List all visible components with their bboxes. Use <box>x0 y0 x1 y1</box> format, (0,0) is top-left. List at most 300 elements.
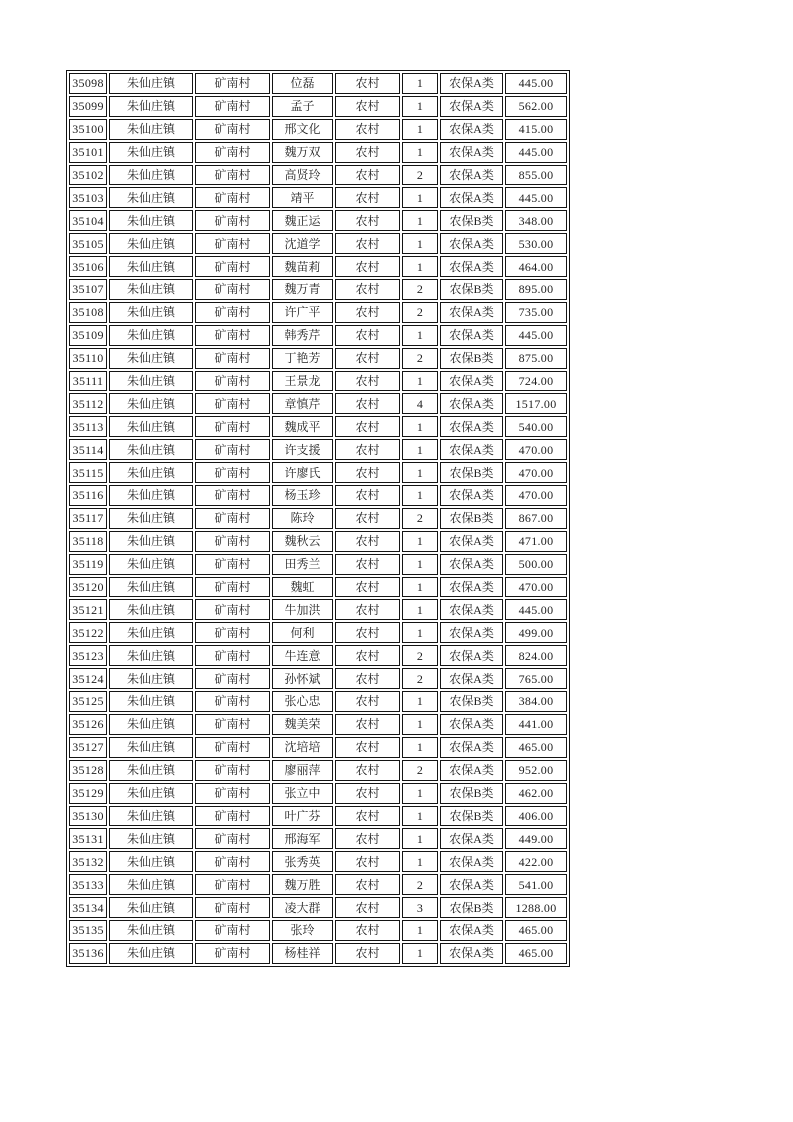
cell-village: 矿南村 <box>195 508 270 529</box>
cell-amount: 384.00 <box>505 691 567 712</box>
table-row <box>69 554 567 575</box>
cell-id: 35103 <box>69 187 107 208</box>
cell-amount: 462.00 <box>505 783 567 804</box>
cell-insurance_type: 农保B类 <box>440 210 503 231</box>
cell-insurance_type: 农保A类 <box>440 233 503 254</box>
cell-id: 35121 <box>69 599 107 620</box>
cell-count: 1 <box>402 828 438 849</box>
cell-village: 矿南村 <box>195 783 270 804</box>
cell-category: 农村 <box>335 119 400 140</box>
cell-category: 农村 <box>335 783 400 804</box>
cell-count: 1 <box>402 622 438 643</box>
cell-amount: 1517.00 <box>505 393 567 414</box>
cell-name: 靖平 <box>272 187 333 208</box>
cell-amount: 499.00 <box>505 622 567 643</box>
cell-id: 35132 <box>69 851 107 872</box>
cell-insurance_type: 农保A类 <box>440 714 503 735</box>
cell-id: 35136 <box>69 943 107 964</box>
cell-count: 1 <box>402 554 438 575</box>
cell-category: 农村 <box>335 165 400 186</box>
cell-count: 2 <box>402 874 438 895</box>
cell-village: 矿南村 <box>195 531 270 552</box>
cell-village: 矿南村 <box>195 187 270 208</box>
cell-village: 矿南村 <box>195 828 270 849</box>
cell-insurance_type: 农保B类 <box>440 462 503 483</box>
cell-count: 1 <box>402 187 438 208</box>
cell-id: 35107 <box>69 279 107 300</box>
table-row <box>69 348 567 369</box>
cell-id: 35099 <box>69 96 107 117</box>
cell-village: 矿南村 <box>195 119 270 140</box>
cell-category: 农村 <box>335 943 400 964</box>
cell-town: 朱仙庄镇 <box>109 554 193 575</box>
table-row <box>69 920 567 941</box>
cell-count: 2 <box>402 348 438 369</box>
cell-insurance_type: 农保A类 <box>440 577 503 598</box>
cell-count: 4 <box>402 393 438 414</box>
cell-amount: 470.00 <box>505 577 567 598</box>
table-row <box>69 485 567 506</box>
cell-id: 35120 <box>69 577 107 598</box>
cell-insurance_type: 农保A类 <box>440 96 503 117</box>
cell-id: 35116 <box>69 485 107 506</box>
cell-amount: 445.00 <box>505 599 567 620</box>
cell-id: 35114 <box>69 439 107 460</box>
cell-count: 2 <box>402 760 438 781</box>
cell-village: 矿南村 <box>195 393 270 414</box>
table-row <box>69 165 567 186</box>
cell-category: 农村 <box>335 806 400 827</box>
table-row <box>69 73 567 94</box>
cell-name: 牛连意 <box>272 645 333 666</box>
cell-town: 朱仙庄镇 <box>109 393 193 414</box>
cell-insurance_type: 农保A类 <box>440 828 503 849</box>
cell-count: 1 <box>402 577 438 598</box>
cell-village: 矿南村 <box>195 874 270 895</box>
cell-town: 朱仙庄镇 <box>109 577 193 598</box>
cell-town: 朱仙庄镇 <box>109 73 193 94</box>
table-row <box>69 577 567 598</box>
cell-id: 35105 <box>69 233 107 254</box>
table-row <box>69 645 567 666</box>
cell-category: 农村 <box>335 302 400 323</box>
pension-roster-body <box>69 73 567 964</box>
cell-category: 农村 <box>335 874 400 895</box>
cell-amount: 765.00 <box>505 668 567 689</box>
cell-town: 朱仙庄镇 <box>109 920 193 941</box>
cell-count: 1 <box>402 439 438 460</box>
cell-category: 农村 <box>335 348 400 369</box>
cell-name: 魏万双 <box>272 142 333 163</box>
cell-amount: 952.00 <box>505 760 567 781</box>
cell-insurance_type: 农保A类 <box>440 874 503 895</box>
cell-insurance_type: 农保A类 <box>440 737 503 758</box>
cell-name: 许支援 <box>272 439 333 460</box>
cell-category: 农村 <box>335 714 400 735</box>
table-row <box>69 508 567 529</box>
cell-insurance_type: 农保A类 <box>440 599 503 620</box>
cell-town: 朱仙庄镇 <box>109 165 193 186</box>
cell-town: 朱仙庄镇 <box>109 462 193 483</box>
cell-id: 35131 <box>69 828 107 849</box>
cell-insurance_type: 农保A类 <box>440 943 503 964</box>
cell-id: 35106 <box>69 256 107 277</box>
cell-name: 凌大群 <box>272 897 333 918</box>
cell-town: 朱仙庄镇 <box>109 325 193 346</box>
cell-amount: 875.00 <box>505 348 567 369</box>
cell-town: 朱仙庄镇 <box>109 851 193 872</box>
cell-count: 1 <box>402 371 438 392</box>
cell-amount: 422.00 <box>505 851 567 872</box>
cell-village: 矿南村 <box>195 210 270 231</box>
cell-name: 牛加洪 <box>272 599 333 620</box>
cell-category: 农村 <box>335 531 400 552</box>
cell-village: 矿南村 <box>195 485 270 506</box>
cell-village: 矿南村 <box>195 622 270 643</box>
cell-insurance_type: 农保A类 <box>440 393 503 414</box>
cell-name: 杨桂祥 <box>272 943 333 964</box>
cell-insurance_type: 农保A类 <box>440 622 503 643</box>
cell-id: 35126 <box>69 714 107 735</box>
cell-id: 35124 <box>69 668 107 689</box>
cell-category: 农村 <box>335 622 400 643</box>
table-row <box>69 119 567 140</box>
cell-insurance_type: 农保A类 <box>440 325 503 346</box>
cell-count: 1 <box>402 256 438 277</box>
cell-insurance_type: 农保A类 <box>440 187 503 208</box>
cell-town: 朱仙庄镇 <box>109 485 193 506</box>
cell-village: 矿南村 <box>195 943 270 964</box>
cell-category: 农村 <box>335 371 400 392</box>
cell-name: 孟子 <box>272 96 333 117</box>
table-row <box>69 599 567 620</box>
cell-name: 张秀英 <box>272 851 333 872</box>
table-row <box>69 439 567 460</box>
cell-id: 35119 <box>69 554 107 575</box>
cell-name: 陈玲 <box>272 508 333 529</box>
cell-id: 35100 <box>69 119 107 140</box>
cell-category: 农村 <box>335 645 400 666</box>
cell-town: 朱仙庄镇 <box>109 531 193 552</box>
cell-category: 农村 <box>335 760 400 781</box>
cell-category: 农村 <box>335 691 400 712</box>
cell-amount: 465.00 <box>505 920 567 941</box>
cell-name: 张立中 <box>272 783 333 804</box>
cell-insurance_type: 农保A类 <box>440 416 503 437</box>
cell-village: 矿南村 <box>195 462 270 483</box>
cell-amount: 445.00 <box>505 142 567 163</box>
cell-count: 2 <box>402 279 438 300</box>
cell-town: 朱仙庄镇 <box>109 233 193 254</box>
cell-count: 2 <box>402 645 438 666</box>
cell-category: 农村 <box>335 279 400 300</box>
cell-count: 1 <box>402 462 438 483</box>
cell-village: 矿南村 <box>195 554 270 575</box>
cell-amount: 406.00 <box>505 806 567 827</box>
cell-town: 朱仙庄镇 <box>109 668 193 689</box>
cell-town: 朱仙庄镇 <box>109 806 193 827</box>
cell-town: 朱仙庄镇 <box>109 737 193 758</box>
table-row <box>69 828 567 849</box>
cell-id: 35129 <box>69 783 107 804</box>
cell-amount: 1288.00 <box>505 897 567 918</box>
cell-category: 农村 <box>335 851 400 872</box>
cell-name: 何利 <box>272 622 333 643</box>
table-row <box>69 96 567 117</box>
cell-id: 35109 <box>69 325 107 346</box>
cell-name: 张玲 <box>272 920 333 941</box>
cell-name: 王景龙 <box>272 371 333 392</box>
cell-village: 矿南村 <box>195 73 270 94</box>
cell-village: 矿南村 <box>195 256 270 277</box>
cell-count: 1 <box>402 691 438 712</box>
table-row <box>69 806 567 827</box>
cell-town: 朱仙庄镇 <box>109 783 193 804</box>
cell-insurance_type: 农保B类 <box>440 691 503 712</box>
cell-town: 朱仙庄镇 <box>109 897 193 918</box>
cell-name: 魏万青 <box>272 279 333 300</box>
cell-insurance_type: 农保A类 <box>440 165 503 186</box>
cell-id: 35102 <box>69 165 107 186</box>
cell-name: 位磊 <box>272 73 333 94</box>
table-row <box>69 187 567 208</box>
cell-name: 杨玉珍 <box>272 485 333 506</box>
cell-count: 1 <box>402 783 438 804</box>
cell-amount: 470.00 <box>505 462 567 483</box>
cell-name: 魏成平 <box>272 416 333 437</box>
cell-count: 1 <box>402 851 438 872</box>
table-row <box>69 897 567 918</box>
table-row <box>69 531 567 552</box>
cell-amount: 445.00 <box>505 73 567 94</box>
cell-count: 1 <box>402 325 438 346</box>
cell-insurance_type: 农保A类 <box>440 142 503 163</box>
cell-id: 35113 <box>69 416 107 437</box>
cell-town: 朱仙庄镇 <box>109 714 193 735</box>
cell-amount: 449.00 <box>505 828 567 849</box>
cell-count: 3 <box>402 897 438 918</box>
cell-id: 35122 <box>69 622 107 643</box>
table-row <box>69 210 567 231</box>
cell-id: 35133 <box>69 874 107 895</box>
table-row <box>69 874 567 895</box>
cell-id: 35128 <box>69 760 107 781</box>
table-row <box>69 737 567 758</box>
table-row <box>69 325 567 346</box>
cell-village: 矿南村 <box>195 233 270 254</box>
cell-town: 朱仙庄镇 <box>109 302 193 323</box>
cell-village: 矿南村 <box>195 920 270 941</box>
cell-town: 朱仙庄镇 <box>109 279 193 300</box>
cell-name: 沈培培 <box>272 737 333 758</box>
cell-id: 35135 <box>69 920 107 941</box>
cell-id: 35104 <box>69 210 107 231</box>
cell-amount: 415.00 <box>505 119 567 140</box>
cell-town: 朱仙庄镇 <box>109 691 193 712</box>
cell-id: 35134 <box>69 897 107 918</box>
cell-category: 农村 <box>335 508 400 529</box>
cell-amount: 824.00 <box>505 645 567 666</box>
table-row <box>69 233 567 254</box>
cell-amount: 445.00 <box>505 325 567 346</box>
cell-amount: 735.00 <box>505 302 567 323</box>
cell-village: 矿南村 <box>195 714 270 735</box>
cell-category: 农村 <box>335 256 400 277</box>
cell-insurance_type: 农保B类 <box>440 348 503 369</box>
cell-name: 魏万胜 <box>272 874 333 895</box>
cell-category: 农村 <box>335 554 400 575</box>
cell-category: 农村 <box>335 142 400 163</box>
cell-category: 农村 <box>335 187 400 208</box>
cell-count: 1 <box>402 233 438 254</box>
cell-amount: 465.00 <box>505 943 567 964</box>
pension-roster-table <box>66 70 570 967</box>
cell-town: 朱仙庄镇 <box>109 96 193 117</box>
cell-count: 1 <box>402 806 438 827</box>
cell-amount: 500.00 <box>505 554 567 575</box>
cell-town: 朱仙庄镇 <box>109 142 193 163</box>
table-row <box>69 691 567 712</box>
cell-category: 农村 <box>335 828 400 849</box>
cell-village: 矿南村 <box>195 96 270 117</box>
cell-id: 35127 <box>69 737 107 758</box>
cell-insurance_type: 农保A类 <box>440 256 503 277</box>
table-row <box>69 943 567 964</box>
cell-town: 朱仙庄镇 <box>109 256 193 277</box>
cell-town: 朱仙庄镇 <box>109 371 193 392</box>
cell-village: 矿南村 <box>195 302 270 323</box>
cell-id: 35118 <box>69 531 107 552</box>
cell-town: 朱仙庄镇 <box>109 187 193 208</box>
cell-category: 农村 <box>335 920 400 941</box>
cell-town: 朱仙庄镇 <box>109 599 193 620</box>
cell-insurance_type: 农保A类 <box>440 302 503 323</box>
cell-category: 农村 <box>335 439 400 460</box>
cell-count: 1 <box>402 920 438 941</box>
cell-amount: 465.00 <box>505 737 567 758</box>
cell-insurance_type: 农保A类 <box>440 485 503 506</box>
cell-amount: 724.00 <box>505 371 567 392</box>
cell-name: 廖丽萍 <box>272 760 333 781</box>
cell-insurance_type: 农保A类 <box>440 851 503 872</box>
cell-category: 农村 <box>335 577 400 598</box>
cell-category: 农村 <box>335 96 400 117</box>
cell-name: 章慎芹 <box>272 393 333 414</box>
cell-id: 35130 <box>69 806 107 827</box>
cell-insurance_type: 农保A类 <box>440 371 503 392</box>
cell-name: 韩秀芹 <box>272 325 333 346</box>
cell-count: 1 <box>402 119 438 140</box>
cell-count: 2 <box>402 302 438 323</box>
cell-count: 1 <box>402 142 438 163</box>
cell-insurance_type: 农保B类 <box>440 806 503 827</box>
cell-village: 矿南村 <box>195 806 270 827</box>
cell-amount: 470.00 <box>505 439 567 460</box>
cell-insurance_type: 农保A类 <box>440 668 503 689</box>
cell-amount: 348.00 <box>505 210 567 231</box>
cell-amount: 441.00 <box>505 714 567 735</box>
cell-town: 朱仙庄镇 <box>109 943 193 964</box>
cell-category: 农村 <box>335 599 400 620</box>
table-row <box>69 462 567 483</box>
table-row <box>69 371 567 392</box>
cell-name: 邢文化 <box>272 119 333 140</box>
cell-id: 35110 <box>69 348 107 369</box>
cell-village: 矿南村 <box>195 416 270 437</box>
cell-category: 农村 <box>335 233 400 254</box>
cell-id: 35098 <box>69 73 107 94</box>
cell-village: 矿南村 <box>195 760 270 781</box>
cell-amount: 530.00 <box>505 233 567 254</box>
cell-amount: 867.00 <box>505 508 567 529</box>
cell-insurance_type: 农保A类 <box>440 439 503 460</box>
table-row <box>69 760 567 781</box>
cell-insurance_type: 农保B类 <box>440 279 503 300</box>
cell-amount: 895.00 <box>505 279 567 300</box>
cell-count: 1 <box>402 599 438 620</box>
cell-count: 1 <box>402 416 438 437</box>
cell-village: 矿南村 <box>195 142 270 163</box>
cell-amount: 445.00 <box>505 187 567 208</box>
cell-insurance_type: 农保B类 <box>440 508 503 529</box>
cell-amount: 471.00 <box>505 531 567 552</box>
cell-category: 农村 <box>335 485 400 506</box>
cell-village: 矿南村 <box>195 599 270 620</box>
cell-town: 朱仙庄镇 <box>109 348 193 369</box>
cell-id: 35111 <box>69 371 107 392</box>
table-row <box>69 851 567 872</box>
cell-amount: 464.00 <box>505 256 567 277</box>
cell-town: 朱仙庄镇 <box>109 874 193 895</box>
cell-town: 朱仙庄镇 <box>109 416 193 437</box>
cell-amount: 541.00 <box>505 874 567 895</box>
cell-village: 矿南村 <box>195 279 270 300</box>
cell-id: 35125 <box>69 691 107 712</box>
cell-amount: 855.00 <box>505 165 567 186</box>
cell-count: 1 <box>402 210 438 231</box>
cell-town: 朱仙庄镇 <box>109 622 193 643</box>
table-row <box>69 256 567 277</box>
table-row <box>69 302 567 323</box>
table-row <box>69 783 567 804</box>
cell-name: 叶广芬 <box>272 806 333 827</box>
cell-village: 矿南村 <box>195 577 270 598</box>
cell-village: 矿南村 <box>195 691 270 712</box>
cell-town: 朱仙庄镇 <box>109 645 193 666</box>
cell-amount: 562.00 <box>505 96 567 117</box>
table-row <box>69 622 567 643</box>
table-row <box>69 142 567 163</box>
cell-category: 农村 <box>335 210 400 231</box>
cell-name: 邢海军 <box>272 828 333 849</box>
cell-name: 田秀兰 <box>272 554 333 575</box>
cell-village: 矿南村 <box>195 348 270 369</box>
cell-name: 张心忠 <box>272 691 333 712</box>
cell-id: 35123 <box>69 645 107 666</box>
cell-insurance_type: 农保A类 <box>440 531 503 552</box>
cell-insurance_type: 农保B类 <box>440 783 503 804</box>
cell-count: 1 <box>402 485 438 506</box>
cell-name: 许广平 <box>272 302 333 323</box>
cell-insurance_type: 农保B类 <box>440 897 503 918</box>
cell-town: 朱仙庄镇 <box>109 828 193 849</box>
cell-id: 35108 <box>69 302 107 323</box>
table-row <box>69 279 567 300</box>
cell-town: 朱仙庄镇 <box>109 760 193 781</box>
cell-amount: 540.00 <box>505 416 567 437</box>
cell-id: 35101 <box>69 142 107 163</box>
cell-count: 1 <box>402 73 438 94</box>
